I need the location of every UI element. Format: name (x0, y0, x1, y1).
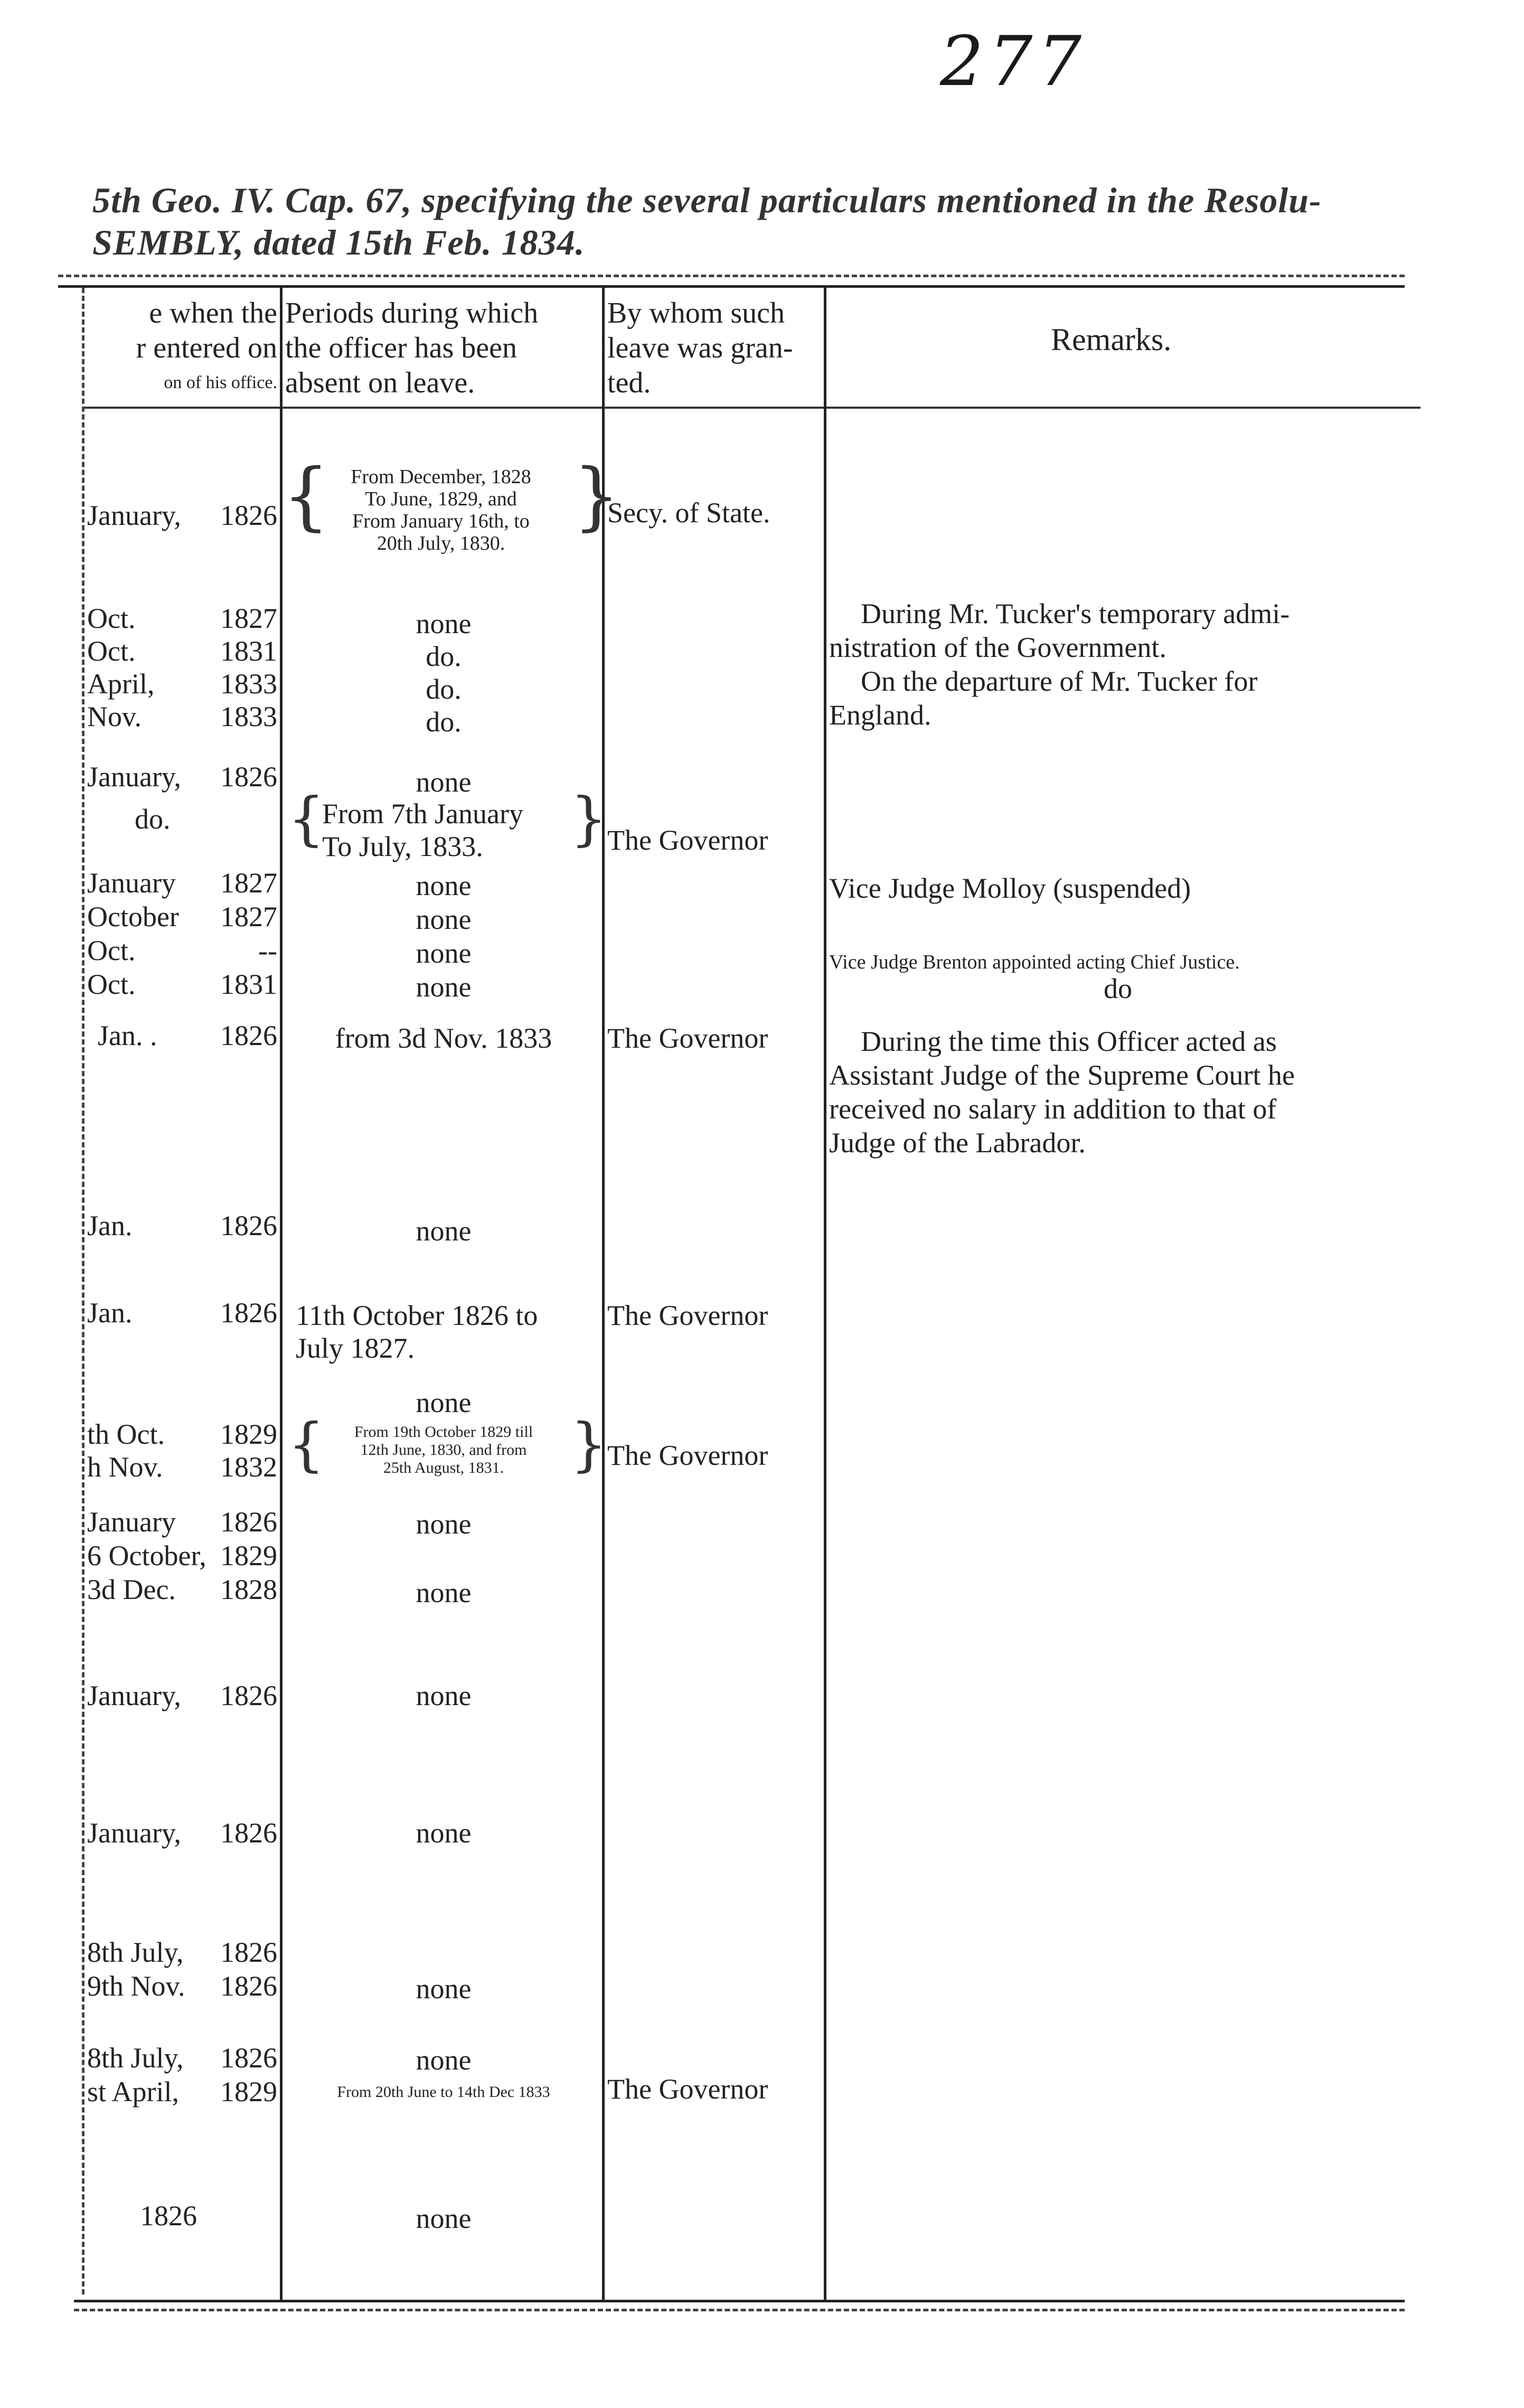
column-rule-2 (602, 288, 605, 2300)
brace-right: } (570, 1410, 607, 1478)
date-list: th Oct. 1829 h Nov. 1832 (87, 1418, 277, 1483)
date-list: 8th July, 1826 st April, 1829 (87, 2042, 277, 2108)
leave-period-list: none none none none (416, 870, 472, 1003)
date-entry: January, 1826 (87, 1680, 277, 1711)
leave-period: From December, 1828 To June, 1829, and From January 16th, to 20th July, 1830. (351, 466, 531, 554)
header-title-line2: SEMBLY, dated 15th Feb. 1834. (92, 222, 585, 262)
date-entry: January, 1826 (87, 1817, 277, 1849)
leave-period: 11th October 1826 to July 1827. (296, 1300, 538, 1364)
leave-period: from 3d Nov. 1833 (335, 1022, 552, 1054)
leave-period: none (416, 1577, 472, 1609)
bottom-rule (74, 2300, 1405, 2302)
brace-right: } (570, 785, 607, 852)
remark-brenton: Vice Judge Brenton appointed acting Chief Justice. (829, 951, 1240, 973)
top-rule-dashed (58, 275, 1405, 277)
leave-period: From 7th January To July, 1833. (322, 798, 523, 862)
granted-by: The Governor (607, 824, 768, 856)
brace-left: { (283, 453, 330, 539)
date-list: January, 1826 do. (87, 761, 277, 835)
date-list: January 1827 October 1827 Oct. -- Oct. 1831 (87, 867, 277, 1000)
leave-period: From 19th October 1829 till 12th June, 1830, and from 25th August, 1831. (354, 1423, 533, 1476)
brace-left: { (288, 785, 325, 852)
bottom-rule-dashed (74, 2309, 1405, 2311)
column-rule-3 (824, 288, 826, 2300)
granted-by: Secy. of State. (607, 497, 770, 529)
date-entry: 1826 (140, 2200, 197, 2232)
brace-left: { (288, 1410, 325, 1478)
leave-period: none (416, 1508, 472, 1540)
date-entry: Jan. 1826 (87, 1297, 277, 1329)
leave-period: none (416, 2203, 472, 2234)
leave-period: From 20th June to 14th Dec 1833 (337, 2083, 550, 2101)
header-title-line1: 5th Geo. IV. Cap. 67, specifying the several particulars mentioned in the Resolu- (92, 180, 1322, 220)
remark-ditto: do (1104, 973, 1132, 1004)
leave-period-list: none do. do. do. (416, 608, 472, 738)
column-header-remarks: Remarks. (1051, 322, 1172, 357)
leave-period: none (416, 1817, 472, 1849)
leave-period: none (416, 1215, 472, 1247)
date-entry: Jan. . 1826 (98, 1020, 277, 1051)
date-list: 8th July, 1826 9th Nov. 1826 (87, 1936, 277, 2002)
date-entry: Jan. 1826 (87, 1210, 277, 1241)
granted-by: The Governor (607, 1300, 768, 1331)
remark-tucker: During Mr. Tucker's temporary admi- nistration of the Government. On the departure of Mr. Tucker for England. (829, 598, 1290, 731)
leave-period: none (416, 766, 472, 798)
granted-by: The Governor (607, 1022, 768, 1054)
date-list: Oct. 1827 Oct. 1831 April, 1833 Nov. 1833 (87, 603, 277, 732)
brace-right: } (573, 453, 620, 539)
date-entry: January, 1826 (87, 500, 277, 531)
column-rule-1 (280, 288, 283, 2300)
top-rule (58, 285, 1405, 288)
header-bottom-rule (84, 407, 1420, 409)
left-border-rule (82, 288, 84, 2294)
column-header-granted: By whom such leave was gran- ted. (607, 297, 793, 399)
column-header-date: e when the r entered on on of his office. (136, 297, 277, 392)
leave-period: none (416, 1680, 472, 1711)
leave-period: none (416, 1973, 472, 2005)
leave-period: none (416, 2044, 472, 2076)
column-header-periods: Periods during which the officer has been absent on leave. (285, 297, 539, 399)
page-number: 277 (940, 21, 1087, 101)
date-list: January 1826 6 October, 1829 3d Dec. 1828 (87, 1506, 277, 1605)
leave-period: none (416, 1387, 472, 1418)
remark-molloy: Vice Judge Molloy (suspended) (829, 872, 1191, 904)
granted-by: The Governor (607, 2073, 768, 2105)
remark-labrador: During the time this Officer acted as Assistant Judge of the Supreme Court he received no salary in addition to that of Judge of the Labrador. (829, 1026, 1295, 1159)
granted-by: The Governor (607, 1440, 768, 1471)
